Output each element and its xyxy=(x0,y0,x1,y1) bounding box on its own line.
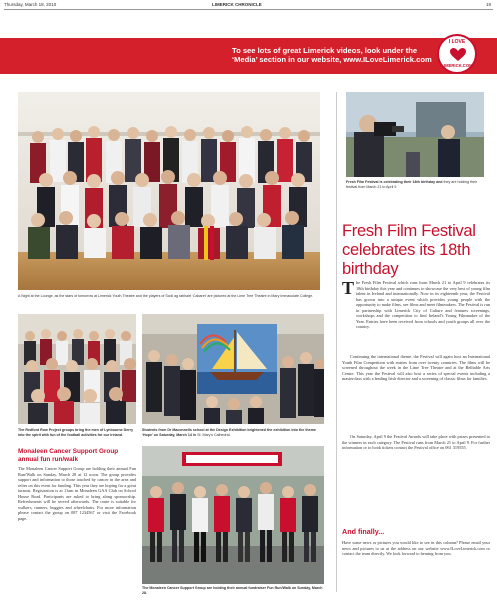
banner-line-1: To see lots of great Limerick videos, look under the xyxy=(232,46,418,55)
finally-body: Have some news or pictures you would like to see in this column? Please email your news and pictures to us at the address on our website www.ILoveLimerick.com or contact the team directly. We look forward to hearing from you. xyxy=(342,540,490,556)
column-divider xyxy=(336,92,337,592)
banner-line-2: ‘Media’ section in our website, www.ILoveLimerick.com xyxy=(232,55,432,64)
art-group-photo xyxy=(142,314,324,424)
festival-photo xyxy=(346,92,484,177)
cancer-heading-line-2: annual fun run/walk xyxy=(18,455,79,463)
cancer-story-heading xyxy=(18,448,138,463)
cancer-photo-caption xyxy=(18,428,138,437)
art-caption-bold: Students from Dr Maconnells school at the Design Exhibition brightened the exhibition into the theme ‘Hope’ on Saturday, March 14 in xyxy=(142,428,316,437)
main-photo-caption: A Night at the Lounge, as the stars of tomorrow at Limerick Youth Theatre and the players of Scoil ag tabhairt ‘Cabaret’ are pictured at the Lime Tree Theatre in Mary Immaculate College. xyxy=(18,294,314,298)
page-number: 19 xyxy=(485,2,491,7)
cancer-story-body: The Monaleen Cancer Support Group are holding their annual Fun Run/Walk on Sunday, March 28 at 12 noon. The group provides support and information to those touched by cancer in the area and relies on this event for funding. This year they are hoping for a great turnout. Registration is at 11am in Monaleen GAA Club on School House Road. Participants are asked to bring along sponsorship. Refreshments will be served afterwards. The route is suitable for walkers, runners, buggies and wheelchairs. For more information please contact the group on 087 1234567 or visit the Facebook page. xyxy=(18,466,136,521)
page-date: Thursday, March 18, 2010 xyxy=(4,2,57,7)
banner-text[interactable] xyxy=(232,46,432,64)
art-photo-caption xyxy=(142,428,326,437)
film-story-body-3: On Saturday, April 9 the Festival Awards will take place with prizes presented to the winners in each category. The Festival runs from March 21 to April 9. For further information or to book tickets contact the Festival office on 061 319555. xyxy=(342,434,490,450)
film-story-body-1: he Fresh Film Festival which runs from March 21 to April 9 celebrates its 18th birthday this year and continues to showcase the very best of young film talent in Ireland and internationally. Now in its eighteenth year, the Festival has grown into a unique event which provides young people with the opportunity to make films, see films and meet filmmakers. The Festival is run in partnership with Limerick City of Culture and features screenings, workshops and the competition to find Ireland’s Young Filmmaker of the Year. Entries have been received from schools and youth groups all over the country. xyxy=(356,280,490,329)
main-group-photo xyxy=(18,92,320,290)
finally-heading: And finally... xyxy=(342,527,385,536)
art-caption-rest: St. Mary’s Cathedral. xyxy=(197,432,231,437)
paper-name: LIMERICK CHRONICLE xyxy=(212,2,262,7)
header-rule xyxy=(4,9,493,10)
festival-photo-caption xyxy=(346,180,486,189)
fun-run-photo xyxy=(142,446,324,584)
film-story-body-2: Continuing the international theme, the Festival will again host an International Youth Film Competition with entries from over twenty countries. The films will be screened throughout the week in the Lime Tree Theatre and at the Belltable Arts Centre. This year the Festival will also host a series of special events including a masterclass with a leading Irish director and a screening of classic films for families. xyxy=(342,354,490,381)
film-story-dropcap: T xyxy=(342,278,355,298)
film-story-headline: Fresh Film Festival celebrates its 18th birthday xyxy=(342,222,476,278)
cancer-caption-text: The Redford Row Project groups bring the men of Lynbourne Derry into the spirit with fun of the football activities for our Ireland. xyxy=(18,428,134,437)
fun-run-caption xyxy=(142,586,326,595)
festival-caption-rest: they are holding their festival from March 21 to April 9 xyxy=(346,180,478,189)
cancer-heading-line-1: Monaleen Cancer Support Group xyxy=(18,448,119,455)
logo-bottom-text: LIMERICK.COM xyxy=(441,63,473,68)
heart-icon xyxy=(450,48,466,62)
festival-caption-bold: Fresh Film Festival is celebrating their 18th birthday and xyxy=(346,180,443,184)
cancer-group-photo xyxy=(18,314,136,424)
fun-run-caption-text: The Monaleen Cancer Support Group are holding their annual fundraiser Fun Run/Walk on Sunday, March 28. xyxy=(142,586,323,595)
i-love-limerick-logo[interactable] xyxy=(437,34,477,74)
logo-top-text: I LOVE xyxy=(448,39,466,45)
